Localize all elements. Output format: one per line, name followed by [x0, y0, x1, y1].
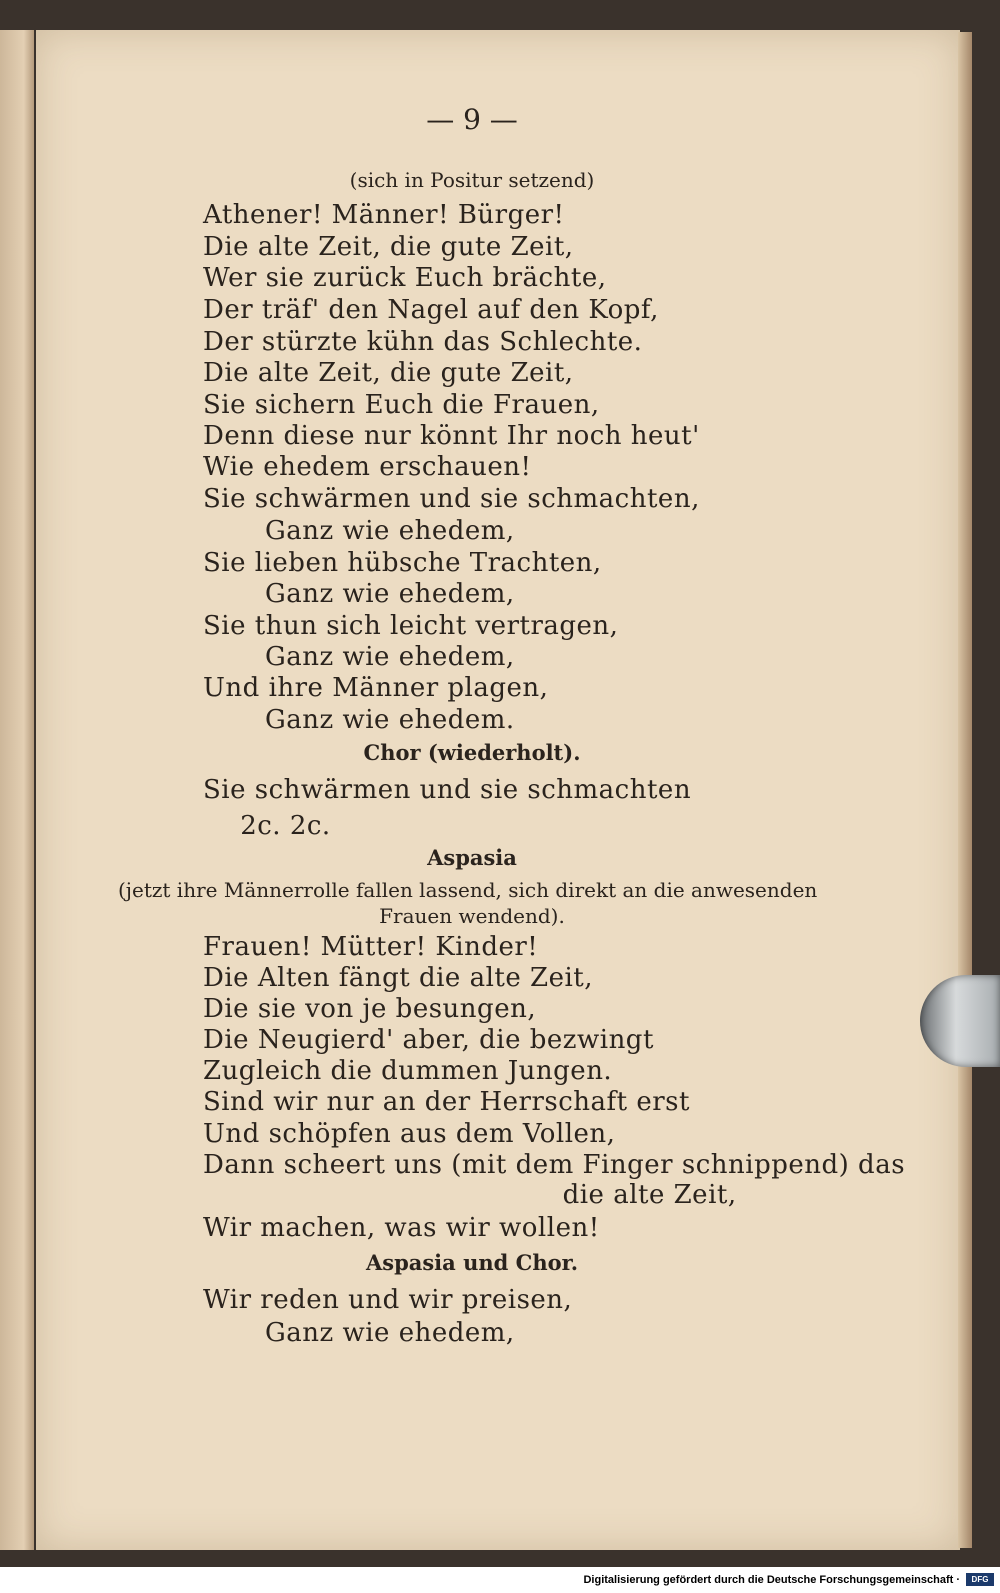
verse-line: Wir reden und wir preisen,	[203, 1285, 573, 1315]
verse-line: Die Alten fängt die alte Zeit,	[203, 963, 593, 993]
verse-line: Der stürzte kühn das Schlechte.	[203, 327, 643, 357]
verse-line: Sie sichern Euch die Frauen,	[203, 390, 600, 420]
verse-line: Und schöpfen aus dem Vollen,	[203, 1119, 616, 1149]
verse-line: Wie ehedem erschauen!	[203, 452, 532, 482]
verse-line: Sind wir nur an der Herrschaft erst	[203, 1087, 690, 1117]
verse-line: Die Neugierd' aber, die bezwingt	[203, 1025, 654, 1055]
verse-line: die alte Zeit,	[562, 1180, 737, 1210]
verse-line: Und ihre Männer plagen,	[203, 673, 549, 703]
verse-line: Ganz wie ehedem,	[265, 516, 515, 546]
speaker-heading: Aspasia	[427, 845, 517, 870]
verse-line: 2c. 2c.	[240, 811, 331, 841]
verse-line: Athener! Männer! Bürger!	[203, 200, 565, 230]
verse-line: Die alte Zeit, die gute Zeit,	[203, 232, 574, 262]
verse-line: Wer sie zurück Euch brächte,	[203, 263, 607, 293]
verse-line: Ganz wie ehedem,	[265, 579, 515, 609]
verse-line: Zugleich die dummen Jungen.	[203, 1056, 613, 1086]
verse-line: Sie schwärmen und sie schmachten,	[203, 484, 700, 514]
left-page-edge	[0, 30, 34, 1550]
page-stack-edge	[958, 32, 972, 1548]
verse-line: Ganz wie ehedem.	[265, 705, 515, 735]
dfg-logo: DFG	[966, 1573, 994, 1586]
digitization-footer	[0, 1567, 1000, 1593]
verse-line: Die sie von je besungen,	[203, 994, 537, 1024]
verse-line: Sie lieben hübsche Trachten,	[203, 548, 602, 578]
footer-credit: Digitalisierung gefördert durch die Deutsche Forschungsgemeinschaft ·	[583, 1574, 960, 1586]
stage-direction: (sich in Positur setzend)	[349, 168, 595, 192]
stage-direction: Frauen wendend).	[379, 904, 565, 928]
verse-line: Die alte Zeit, die gute Zeit,	[203, 358, 574, 388]
verse-line: Wir machen, was wir wollen!	[203, 1213, 600, 1243]
verse-line: Frauen! Mütter! Kinder!	[203, 932, 539, 962]
verse-line: Sie schwärmen und sie schmachten	[203, 775, 692, 805]
page-number: — 9 —	[426, 103, 518, 136]
stage-direction: (jetzt ihre Männerrolle fallen lassend, sich direkt an die anwesenden	[118, 878, 818, 902]
verse-line: Ganz wie ehedem,	[265, 1318, 515, 1348]
verse-line: Denn diese nur könnt Ihr noch heut'	[203, 421, 700, 451]
verse-line: Der träf' den Nagel auf den Kopf,	[203, 295, 659, 325]
verse-line: Sie thun sich leicht vertragen,	[203, 611, 619, 641]
speaker-heading: Chor (wiederholt).	[363, 740, 581, 765]
verse-line: Ganz wie ehedem,	[265, 642, 515, 672]
verse-line: Dann scheert uns (mit dem Finger schnippend) das	[203, 1150, 906, 1180]
speaker-heading: Aspasia und Chor.	[365, 1250, 579, 1275]
